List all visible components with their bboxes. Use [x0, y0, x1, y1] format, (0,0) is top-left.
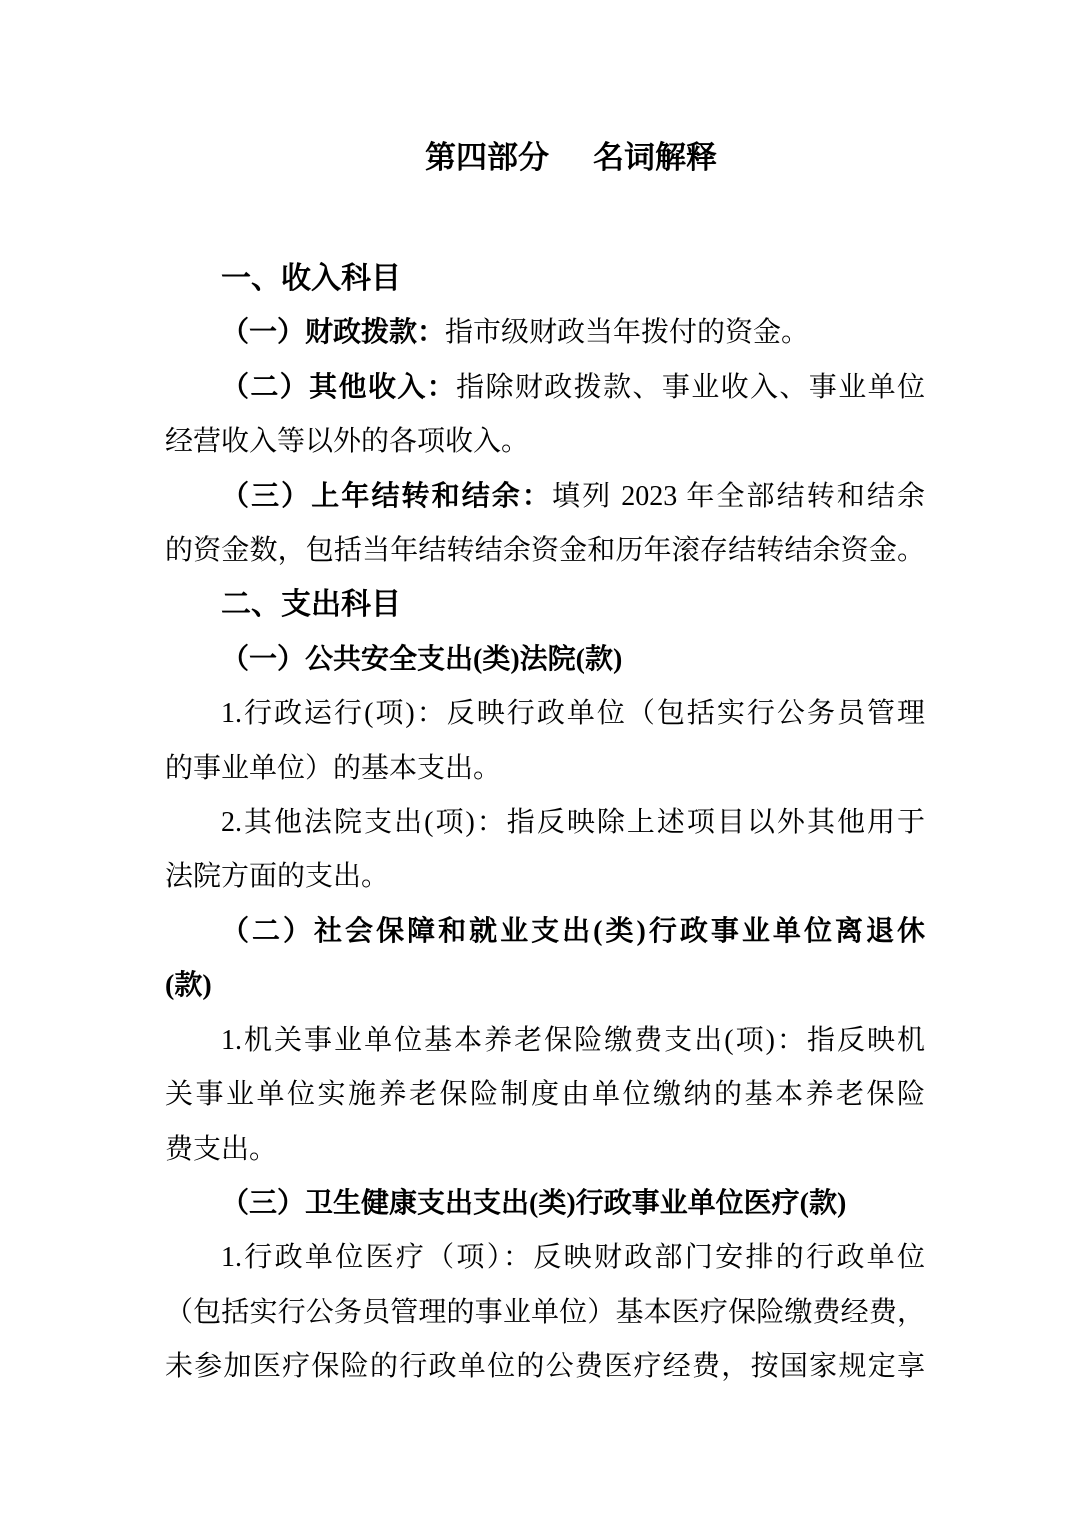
para-carryover-line2: 的资金数，包括当年结转结余资金和历年滚存结转结余资金。: [165, 535, 925, 567]
para-admin-operation-line2: 的事业单位）的基本支出。: [165, 752, 502, 784]
para-other-court-line2: 法院方面的支出。: [165, 861, 390, 893]
para-carryover-line1: [165, 470, 925, 524]
term-definition: 填列 2023 年全部结转和结余: [552, 480, 925, 512]
term-label: （二）其他收入：: [221, 371, 457, 403]
page-title-part1: 第四部分: [425, 140, 549, 175]
para-other-income-line1: [165, 361, 925, 415]
para-admin-medical-line3: 未参加医疗保险的行政单位的公费医疗经费，按国家规定享: [165, 1351, 925, 1383]
subhead-health: （三）卫生健康支出支出(类)行政事业单位医疗(款): [221, 1187, 847, 1219]
page-title: [165, 138, 925, 178]
para-admin-medical-line2: （包括实行公务员管理的事业单位）基本医疗保险缴费经费，: [165, 1296, 925, 1328]
para-pension-line2: 关事业单位实施养老保险制度由单位缴纳的基本养老保险: [165, 1079, 925, 1111]
para-admin-operation-line1: 1.行政运行(项)：反映行政单位（包括实行公务员管理: [221, 698, 925, 730]
term-definition: 指市级财政当年拨付的资金。: [445, 317, 810, 349]
para-pension-line1: 1.机关事业单位基本养老保险缴费支出(项)：指反映机: [221, 1024, 925, 1056]
section-heading-expenditure: 二、支出科目: [221, 588, 401, 622]
page-title-part2: 名词解释: [593, 140, 717, 175]
para-pension-line3: 费支出。: [165, 1133, 278, 1165]
para-other-income-line2: 经营收入等以外的各项收入。: [165, 426, 530, 458]
subhead-public-security: （一）公共安全支出(类)法院(款): [221, 643, 623, 675]
subhead-social-security-line1: （二）社会保障和就业支出(类)行政事业单位离退休: [221, 915, 925, 947]
para-other-court-line1: 2.其他法院支出(项)：指反映除上述项目以外其他用于: [221, 807, 925, 839]
term-definition: 指除财政拨款、事业收入、事业单位: [456, 371, 925, 403]
term-label: （一）财政拨款：: [221, 317, 446, 349]
subhead-social-security-line2: (款): [165, 970, 212, 1002]
para-fiscal-appropriation: [165, 306, 925, 360]
term-label: （三）上年结转和结余：: [221, 480, 552, 512]
para-admin-medical-line1: 1.行政单位医疗（项）：反映财政部门安排的行政单位: [221, 1242, 925, 1274]
section-heading-income: 一、收入科目: [221, 262, 401, 295]
